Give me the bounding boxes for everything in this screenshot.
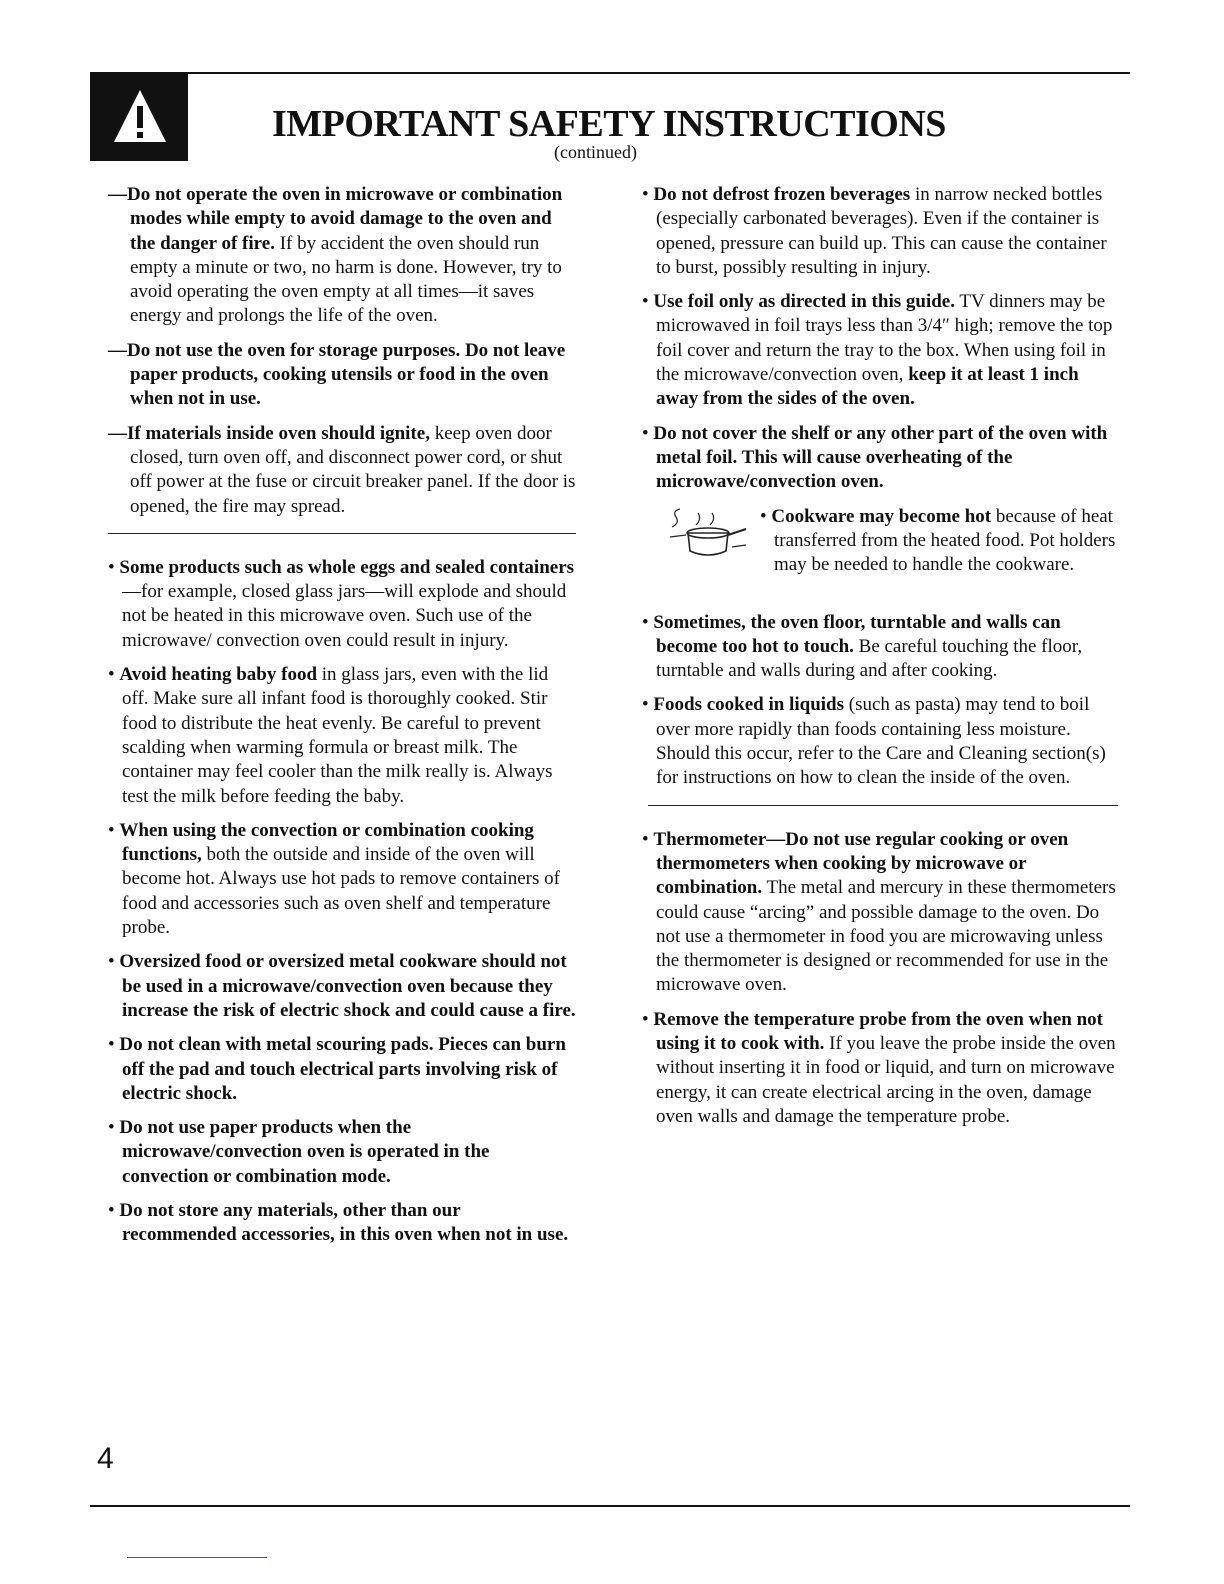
instruction-item: • Foods cooked in liquids (such as pasta) may tend to boil over more rapidly than foods containing less moisture. Should this occur, refer to the Care and Cleaning section(s) for instructions on how to clean the inside of the oven. — [642, 694, 1106, 789]
exclamation-triangle-icon — [112, 86, 168, 146]
right-column — [642, 183, 1117, 1139]
instruction-item: • Some products such as whole eggs and sealed containers—for example, closed glass jars—will explode and should not be heated in this microwave oven. Such use of the microwave/ convection oven could result in injury. — [108, 556, 575, 651]
header-rule — [90, 72, 1130, 74]
page-title: IMPORTANT SAFETY INSTRUCTIONS — [272, 103, 946, 145]
instruction-item: • Do not store any materials, other than our recommended accessories, in this oven when not in use. — [108, 1199, 569, 1246]
instruction-item: • Remove the temperature probe from the oven when not using it to cook with. If you leave the probe inside the oven without inserting it in food or liquid, and turn on microwave energy, it can create electrical arcing in the oven, damage oven walls and damage the temperature probe. — [642, 1008, 1116, 1127]
cookware-note — [642, 505, 1117, 601]
instruction-item: • Sometimes, the oven floor, turntable and walls can become too hot to touch. Be careful touching the floor, turntable and walls during and after cooking. — [642, 611, 1083, 682]
page-number: 4 — [97, 1442, 114, 1475]
section-divider — [108, 533, 576, 534]
instruction-item: • Oversized food or oversized metal cookware should not be used in a microwave/convection oven because they increase the risk of electric shock and could cause a fire. — [108, 951, 576, 1021]
footer-rule — [90, 1505, 1130, 1507]
instruction-item: • Do not defrost frozen beverages in narrow necked bottles (especially carbonated beverages). Even if the container is opened, pressure can build up. This can cause the container to burst, possibly resulting in injury. — [642, 184, 1107, 278]
instruction-item: —Do not operate the oven in microwave or combination modes while empty to avoid damage to the oven and the danger of fire. If by accident the oven should run empty a minute or two, no harm is done. However, try to avoid operating the oven empty at all times—it saves energy and prolongs the life of the oven. — [108, 184, 563, 327]
instruction-item: • Thermometer—Do not use regular cooking or oven thermometers when cooking by microwave or combination. The metal and mercury in these thermometers could cause “arcing” and possible damage to the oven. Do not use a thermometer in food you are microwaving unless the thermometer is designed or recommended for use in the microwave oven. — [642, 828, 1116, 996]
instruction-item: • Do not clean with metal scouring pads. Pieces can burn off the pad and touch electrical parts involving risk of electric shock. — [108, 1034, 566, 1104]
instruction-item: • When using the convection or combination cooking functions, both the outside and inside of the oven will become hot. Always use hot pads to remove containers of food and accessories such as oven shelf and temperature probe. — [108, 819, 560, 939]
page-subtitle: (continued) — [554, 142, 637, 162]
left-column — [108, 183, 578, 1258]
instruction-item: • Use foil only as directed in this guide. TV dinners may be microwaved in foil trays less than 3/4″ high; remove the top foil cover and return the tray to the box. When using foil in the microwave/convection oven, keep it at least 1 inch away from the sides of the oven. — [642, 291, 1113, 410]
instruction-item: —Do not use the oven for storage purposes. Do not leave paper products, cooking utensils or food in the oven when not in use. — [108, 339, 566, 410]
warning-badge — [90, 72, 188, 161]
section-divider — [648, 805, 1118, 806]
hot-pot-icon — [666, 507, 750, 561]
instruction-item: • Do not cover the shelf or any other part of the oven with metal foil. This will cause overheating of the microwave/convection oven. — [642, 422, 1108, 493]
instruction-item: • Cookware may become hot because of heat transferred from the heated food. Pot holders may be needed to handle the cookware. — [760, 505, 1116, 576]
instruction-item: —If materials inside oven should ignite, keep oven door closed, turn oven off, and disconnect power cord, or shut off power at the fuse or circuit breaker panel. If the door is opened, the fire may spread. — [108, 422, 576, 517]
instruction-item: • Avoid heating baby food in glass jars, even with the lid off. Make sure all infant food is thoroughly cooked. Stir food to distribute the heat evenly. Be careful to prevent scalding when warming formula or breast milk. The container may feel cooler than the milk really is. Always test the milk before feeding the baby. — [108, 664, 553, 807]
scan-edge-line — [127, 1557, 267, 1558]
instruction-item: • Do not use paper products when the microwave/convection oven is operated in the convection or combination mode. — [108, 1117, 490, 1187]
